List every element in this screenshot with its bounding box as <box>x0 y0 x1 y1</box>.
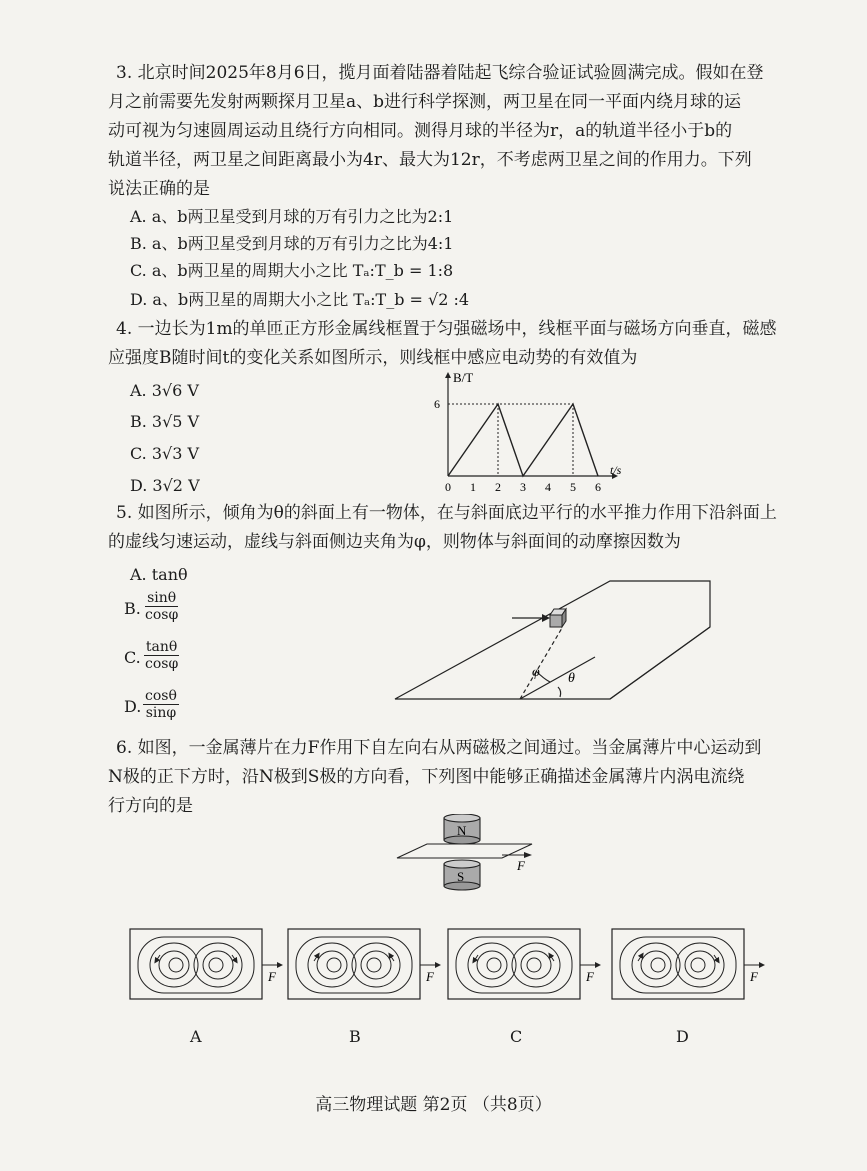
q5-option-c-fraction <box>143 639 180 672</box>
theta-label: θ <box>568 671 575 686</box>
bt-chart-series <box>448 404 598 476</box>
q3-line-5: 说法正确的是 <box>108 179 210 199</box>
panel-label-d: D <box>676 1027 689 1046</box>
q3-line-3: 动可视为匀速圆周运动且绕行方向相同。测得月球的半径为r，a的轨道半径小于b的 <box>108 121 733 141</box>
q5-option-c-numerator: tanθ <box>145 639 178 655</box>
q3-option-a: A. a、b两卫星受到月球的万有引力之比为2:1 <box>130 207 454 226</box>
metal-sheet <box>397 844 532 858</box>
panel-label-b: B <box>349 1027 361 1046</box>
panel-d-force-label: F <box>750 969 758 984</box>
q5-line-1: 5. 如图所示，倾角为θ的斜面上有一物体，在与斜面底边平行的水平推力作用下沿斜面上 <box>116 503 777 523</box>
panel-a-force-label: F <box>268 969 276 984</box>
panel-c-force-label: F <box>586 969 594 984</box>
eddy-panels <box>128 925 778 1005</box>
x-axis-label: t/s <box>610 463 622 477</box>
block-cube <box>550 609 566 627</box>
q5-line-2: 的虚线匀速运动，虚线与斜面侧边夹角为φ，则物体与斜面间的动摩擦因数为 <box>108 532 681 552</box>
q5-option-c-denominator: cosφ <box>145 656 179 672</box>
magnet-force-label: F <box>517 858 525 873</box>
panel-a-diagram <box>130 929 280 999</box>
x-tick-label: 5 <box>570 480 576 492</box>
q3-option-b: B. a、b两卫星受到月球的万有引力之比为4:1 <box>130 234 454 253</box>
q4-option-d: D. 3√2 V <box>130 476 200 495</box>
y-axis-arrow <box>445 372 451 378</box>
q5-option-d-fraction <box>143 688 179 721</box>
q6-line-1: 6. 如图，一金属薄片在力F作用下自左向右从两磁极之间通过。当金属薄片中心运动到 <box>116 738 762 758</box>
x-tick-label: 6 <box>595 480 601 492</box>
y-axis-label: B/T <box>453 370 474 385</box>
q5-option-a: A. tanθ <box>130 565 188 584</box>
q5-option-b-numerator: sinθ <box>147 590 177 606</box>
q5-option-b-label: B. <box>124 599 141 618</box>
q3-option-d: D. a、b两卫星的周期大小之比 Tₐ:T_b = √2 :4 <box>130 290 470 309</box>
force-arrowhead <box>524 852 532 858</box>
q6-line-2: N极的正下方时，沿N极到S极的方向看，下列图中能够正确描述金属薄片内涡电流绕 <box>108 767 745 787</box>
magnet-figure <box>392 814 542 894</box>
page-footer: 高三物理试题 第2页 （共8页） <box>315 1095 552 1115</box>
panel-b-force-label: F <box>426 969 434 984</box>
magnet-s-label: S <box>457 869 465 884</box>
q4-option-b: B. 3√5 V <box>130 412 200 431</box>
q5-option-d-numerator: cosθ <box>145 688 177 704</box>
q5-option-d-label: D. <box>124 697 142 716</box>
magnet-n-label: N <box>457 823 467 838</box>
q3-line-4: 轨道半径，两卫星之间距离最小为4r、最大为12r，不考虑两卫星之间的作用力。下列 <box>108 150 752 170</box>
q3-option-c: C. a、b两卫星的周期大小之比 Tₐ:T_b = 1:8 <box>130 261 454 280</box>
x-tick-label: 4 <box>545 480 551 492</box>
q4-option-a: A. 3√6 V <box>130 381 199 400</box>
x-tick-label: 3 <box>520 480 526 492</box>
panel-label-c: C <box>510 1027 523 1046</box>
panel-c-diagram <box>448 929 598 999</box>
x-tick-label: 1 <box>470 480 476 492</box>
bt-chart-axes <box>445 370 622 479</box>
y-tick-label: 6 <box>434 397 440 411</box>
x-tick-label: 0 <box>445 480 451 492</box>
panel-label-a: A <box>190 1027 202 1046</box>
q3-line-1: 3. 北京时间2025年8月6日，揽月面着陆器着陆起飞综合验证试验圆满完成。假如在登 <box>116 63 764 83</box>
bt-chart <box>420 368 630 492</box>
q5-option-b-denominator: cosφ <box>145 607 179 623</box>
q3-line-2: 月之前需要先发射两颗探月卫星a、b进行科学探测，两卫星在同一平面内绕月球的运 <box>108 92 742 112</box>
incline-figure <box>390 575 720 705</box>
q6-line-3: 行方向的是 <box>108 796 193 816</box>
q4-line-2: 应强度B随时间t的变化关系如图所示，则线框中感应电动势的有效值为 <box>108 348 638 368</box>
q4-option-c: C. 3√3 V <box>130 444 200 463</box>
q5-option-b-fraction <box>143 590 180 623</box>
q5-option-d-denominator: sinφ <box>145 705 177 721</box>
x-tick-label: 2 <box>495 480 501 492</box>
panel-d-diagram <box>612 929 762 999</box>
q5-option-c-label: C. <box>124 648 141 667</box>
phi-label: φ <box>532 665 540 680</box>
push-arrow <box>512 614 550 622</box>
bt-series-line <box>448 404 598 476</box>
panel-b-diagram <box>288 929 438 999</box>
q4-line-1: 4. 一边长为1m的单匝正方形金属线框置于匀强磁场中，线框平面与磁场方向垂直，磁感 <box>116 319 777 339</box>
